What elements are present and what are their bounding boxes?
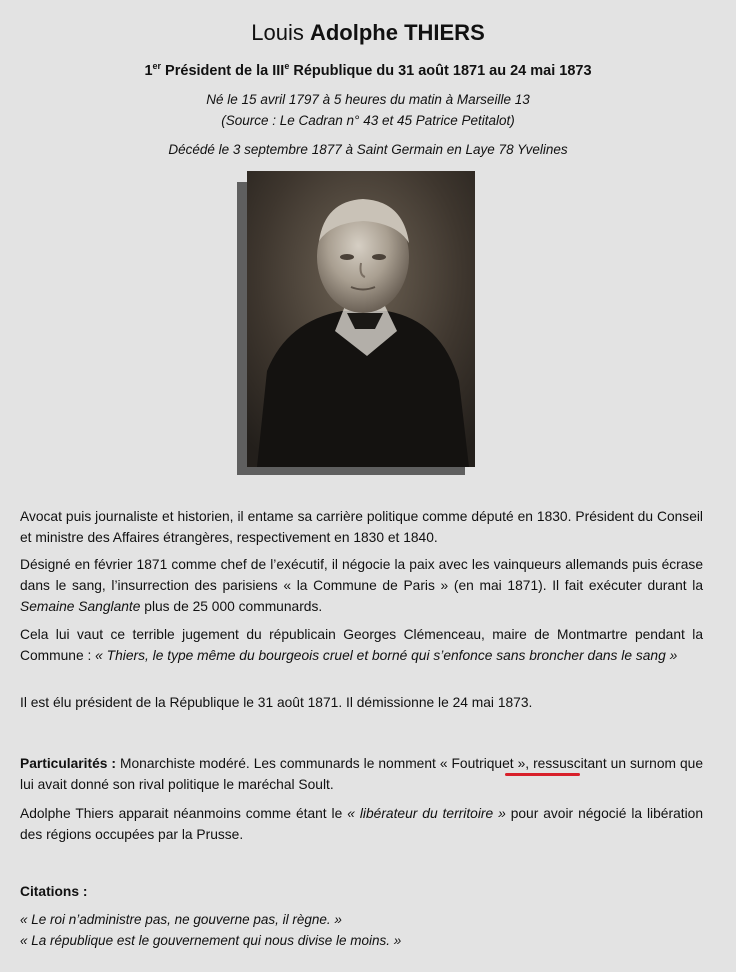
- paragraph-commune-end: plus de 25 000 communards.: [140, 599, 323, 614]
- birth-line: Né le 15 avril 1797 à 5 heures du matin à Marseille 13: [206, 92, 530, 107]
- subtitle-ordinal: 1: [144, 62, 153, 79]
- page-title: [0, 20, 736, 46]
- paragraph-commune-text: Désigné en février 1871 comme chef de l’exécutif, il négocie la paix avec les vainqueurs allemands puis écrase dans le sang, l’insurrection des parisiens « la Commune de Paris » (en mai 1871). Il fait exécuter durant la: [20, 557, 703, 593]
- citation-2: « La république est le gouvernement qui nous divise le moins. »: [20, 933, 402, 948]
- citations-heading: [20, 881, 703, 902]
- presidency-subtitle: [0, 61, 736, 79]
- particularites-label: Particularités :: [20, 756, 116, 771]
- paragraph-liberateur: [20, 803, 703, 845]
- semaine-sanglante-text: Semaine Sanglante: [20, 599, 141, 614]
- subtitle-sup-e: e: [284, 61, 290, 71]
- source-line: (Source : Le Cadran n° 43 et 45 Patrice Petitalot): [221, 113, 515, 128]
- paragraph-career: Avocat puis journaliste et historien, il entame sa carrière politique comme député en 1830. Président du Conseil et ministre des Affaires étrangères, respectivement en 1830 et 1840.: [20, 509, 703, 545]
- paragraph-particularites: [20, 753, 703, 795]
- citation-1: « Le roi n’administre pas, ne gouverne pas, il règne. »: [20, 912, 342, 927]
- foutriquet-underline: [505, 773, 580, 776]
- portrait-illustration: [247, 171, 475, 467]
- paragraph-commune: [20, 554, 703, 617]
- citations-label: Citations :: [20, 884, 88, 899]
- title-name-bold: Adolphe THIERS: [309, 20, 485, 45]
- portrait-photo: [247, 171, 475, 467]
- title-first-name: Louis: [251, 20, 310, 45]
- death-line: Décédé le 3 septembre 1877 à Saint Germain en Laye 78 Yvelines: [168, 142, 568, 157]
- paragraph-clemenceau-text: Cela lui vaut ce terrible jugement du républicain Georges Clémenceau, maire de Montmartre pendant la Commune :: [20, 627, 703, 663]
- clemenceau-quote: « Thiers, le type même du bourgeois cruel et borné qui s’enfonce sans broncher dans le sang »: [95, 648, 678, 663]
- paragraph-election: Il est élu président de la République le 31 août 1871. Il démissionne le 24 mai 1873.: [20, 695, 533, 710]
- paragraph-clemenceau: [20, 624, 703, 666]
- particularites-text: Monarchiste modéré. Les communards le nomment « Foutriquet », ressuscitant un surnom que lui avait donné son rival politique le maréchal Soult.: [20, 756, 703, 792]
- subtitle-dates: République du 31 août 1871 au 24 mai 1873: [289, 62, 592, 79]
- paragraph-liberateur-end: pour avoir négocié la libération des régions occupées par la Prusse.: [20, 806, 703, 842]
- portrait-frame: [237, 171, 475, 475]
- subtitle-sup-er: er: [152, 61, 162, 71]
- subtitle-mid: Président de la III: [161, 62, 285, 79]
- liberateur-quote: « libérateur du territoire »: [347, 806, 506, 821]
- paragraph-liberateur-text: Adolphe Thiers apparait néanmoins comme étant le: [20, 806, 348, 821]
